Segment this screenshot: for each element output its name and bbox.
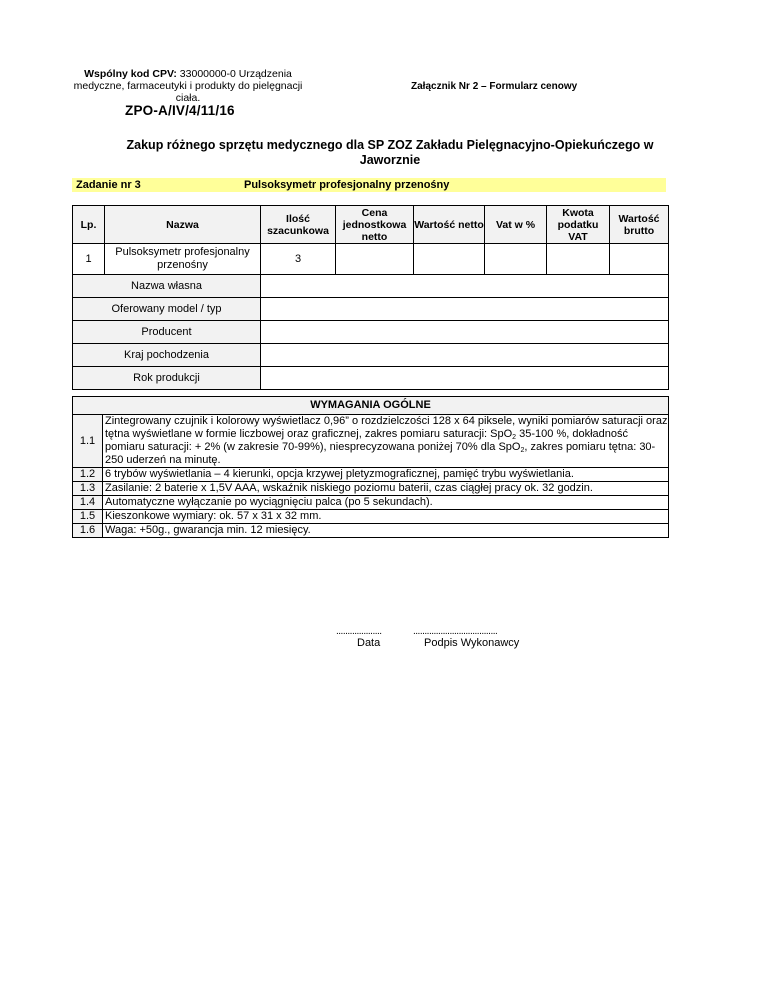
header-wartosc-netto: Wartość netto bbox=[414, 206, 485, 244]
row-lp: 1 bbox=[73, 244, 105, 275]
producent-label: Producent bbox=[73, 321, 261, 344]
table-row bbox=[73, 321, 669, 344]
cpv-block bbox=[72, 68, 304, 104]
price-table bbox=[72, 205, 669, 390]
req-num: 1.4 bbox=[73, 496, 103, 510]
nazwa-wlasna-label: Nazwa własna bbox=[73, 275, 261, 298]
row-vat-input[interactable] bbox=[485, 244, 547, 275]
req-text: Waga: +50g., gwarancja min. 12 miesięcy. bbox=[103, 524, 669, 538]
requirements-heading: WYMAGANIA OGÓLNE bbox=[73, 397, 669, 415]
rok-produkcji-label: Rok produkcji bbox=[73, 367, 261, 390]
table-row bbox=[73, 524, 669, 538]
table-row bbox=[73, 510, 669, 524]
row-ilosc: 3 bbox=[261, 244, 336, 275]
row-nazwa: Pulsoksymetr profesjonalny przenośny bbox=[105, 244, 261, 275]
req-num: 1.1 bbox=[73, 415, 103, 468]
table-row bbox=[73, 275, 669, 298]
header-lp: Lp. bbox=[73, 206, 105, 244]
req-num: 1.5 bbox=[73, 510, 103, 524]
row-kwota-vat-input[interactable] bbox=[547, 244, 610, 275]
header-ilosc: Ilość szacunkowa bbox=[261, 206, 336, 244]
req-text: 6 trybów wyświetlania – 4 kierunki, opcja krzywej pletyzmograficznej, pamięć trybu wyświetlania. bbox=[103, 468, 669, 482]
table-row bbox=[73, 482, 669, 496]
table-row bbox=[73, 298, 669, 321]
req-text: Kieszonkowe wymiary: ok. 57 x 31 x 32 mm. bbox=[103, 510, 669, 524]
document-code: ZPO-A/IV/4/11/16 bbox=[125, 103, 235, 118]
header-wartosc-brutto: Wartość brutto bbox=[610, 206, 669, 244]
req-text: Zintegrowany czujnik i kolorowy wyświetlacz 0,96” o rozdzielczości 128 x 64 piksele, wyniki pomiarów saturacji oraz tętna wyświetlane w formie liczbowej oraz graficznej, zakres pomiaru saturacji: SpO$_2$ 35-100 %, dokładność pomiaru saturacji: + 2% (w zakresie 70-99%), niesprecyzowana poniżej 70% dla SpO$_2$, zakres pomiaru tętna: 30-250 uderzeń na minutę. bbox=[103, 415, 669, 468]
kraj-pochodzenia-field[interactable] bbox=[261, 344, 669, 367]
price-table-header bbox=[73, 206, 669, 244]
header-kwota-vat: Kwota podatku VAT bbox=[547, 206, 610, 244]
model-typ-field[interactable] bbox=[261, 298, 669, 321]
row-wartosc-brutto-input[interactable] bbox=[610, 244, 669, 275]
kraj-pochodzenia-label: Kraj pochodzenia bbox=[73, 344, 261, 367]
req-text: Automatyczne wyłączanie po wyciągnięciu palca (po 5 sekundach). bbox=[103, 496, 669, 510]
model-typ-label: Oferowany model / typ bbox=[73, 298, 261, 321]
date-label: Data bbox=[357, 637, 381, 649]
header-vat: Vat w % bbox=[485, 206, 547, 244]
req-num: 1.2 bbox=[73, 468, 103, 482]
table-row bbox=[73, 367, 669, 390]
req-num: 1.3 bbox=[73, 482, 103, 496]
document-title: Zakup różnego sprzętu medycznego dla SP ZOZ Zakładu Pielęgnacyjno-Opiekuńczego w Jaworznie bbox=[126, 138, 654, 167]
annex-label: Załącznik Nr 2 – Formularz cenowy bbox=[411, 81, 578, 92]
header-nazwa: Nazwa bbox=[105, 206, 261, 244]
rok-produkcji-field[interactable] bbox=[261, 367, 669, 390]
task-label: Zadanie nr 3 bbox=[76, 179, 141, 191]
header-cena: Cena jednostkowa netto bbox=[336, 206, 414, 244]
nazwa-wlasna-field[interactable] bbox=[261, 275, 669, 298]
table-row bbox=[73, 496, 669, 510]
cpv-label: Wspólny kod CPV: bbox=[84, 68, 177, 80]
date-signature-line[interactable]: .................... bbox=[336, 626, 382, 637]
task-name: Pulsoksymetr profesjonalny przenośny bbox=[244, 179, 450, 191]
req-num: 1.6 bbox=[73, 524, 103, 538]
task-bar bbox=[72, 178, 666, 192]
signature-label: Podpis Wykonawcy bbox=[424, 637, 520, 649]
table-row bbox=[73, 344, 669, 367]
table-row bbox=[73, 415, 669, 468]
req-text: Zasilanie: 2 baterie x 1,5V AAA, wskaźnik niskiego poziomu baterii, czas ciągłej pracy ok. 32 godzin. bbox=[103, 482, 669, 496]
contractor-signature-line[interactable]: ..................................... bbox=[413, 626, 498, 637]
table-row bbox=[73, 244, 669, 275]
row-wartosc-netto-input[interactable] bbox=[414, 244, 485, 275]
table-row bbox=[73, 468, 669, 482]
requirements-table bbox=[72, 396, 669, 538]
row-cena-input[interactable] bbox=[336, 244, 414, 275]
producent-field[interactable] bbox=[261, 321, 669, 344]
cpv-value: 33000000-0 Urządzenia medyczne, farmaceutyki i produkty do pielęgnacji ciała. bbox=[73, 68, 303, 104]
